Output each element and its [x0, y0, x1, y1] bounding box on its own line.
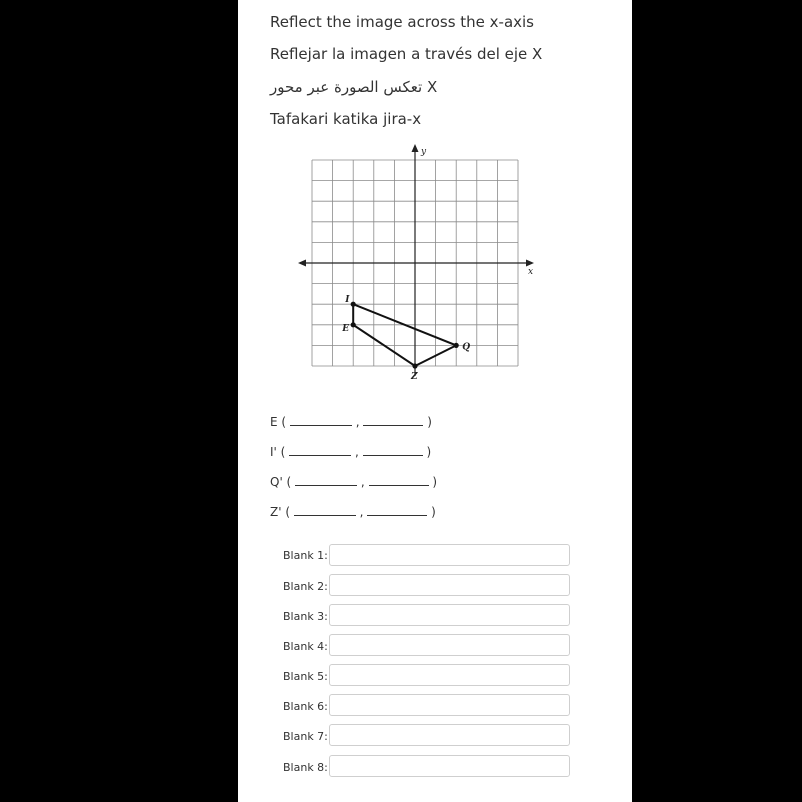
blank-1-label: Blank 1: [283, 549, 328, 562]
coord-close-e: ) [427, 415, 432, 429]
coord-label-e: E ( [270, 415, 287, 429]
blank-line-z-y [367, 506, 427, 516]
coord-label-i: I' ( [270, 445, 286, 459]
x-axis-arrow-left [298, 260, 306, 267]
blank-line-i-x [289, 446, 351, 456]
coord-sep-e: , [355, 415, 360, 429]
blank-3-input[interactable] [329, 604, 570, 626]
instruction-english: Reflect the image across the x-axis [270, 13, 535, 31]
blank-1-input[interactable] [329, 544, 570, 566]
blank-6-input[interactable] [329, 694, 570, 716]
coord-sep-i: , [355, 445, 359, 459]
blank-7-label: Blank 7: [283, 730, 328, 743]
coordinate-row-i [270, 445, 431, 459]
coord-close-i: ) [426, 445, 432, 459]
blank-8-label: Blank 8: [283, 761, 328, 774]
vertex-label-z: Z [411, 372, 418, 382]
blank-3-label: Blank 3: [283, 610, 328, 623]
coordinate-grid [296, 144, 541, 384]
vertex-label-e: E [342, 323, 350, 334]
blank-5-label: Blank 5: [283, 670, 328, 683]
blank-line-i-y [363, 446, 423, 456]
blank-2-label: Blank 2: [283, 580, 328, 593]
blank-line-e-y [363, 416, 423, 426]
blank-line-q-y [369, 476, 429, 486]
axes [298, 144, 534, 376]
instruction-spanish: Reflejar la imagen a través del eje X [270, 45, 543, 63]
coord-close-q: ) [432, 475, 438, 489]
quadrilateral-ieqz [353, 304, 456, 366]
coordinate-row-z [270, 505, 436, 519]
y-axis-label: y [421, 147, 427, 157]
blank-5-input[interactable] [329, 664, 570, 686]
instruction-swahili: Tafakari katika jira-x [270, 110, 422, 128]
blank-7-input[interactable] [329, 724, 570, 746]
vertex-i [351, 302, 356, 307]
y-axis-arrow-up [412, 144, 419, 152]
instruction-arabic: تعكس الصورة عبر محور X [270, 78, 438, 96]
coord-label-z: Z' ( [270, 505, 291, 519]
blank-line-z-x [294, 506, 356, 516]
coord-label-q: Q' ( [270, 475, 292, 489]
blank-4-input[interactable] [329, 634, 570, 656]
vertex-points [341, 295, 470, 382]
blank-line-q-x [295, 476, 357, 486]
coord-sep-z: , [359, 505, 364, 519]
coordinate-row-e [270, 415, 432, 429]
coord-sep-q: , [360, 475, 365, 489]
blank-8-input[interactable] [329, 755, 570, 777]
vertex-q [454, 343, 459, 348]
vertex-e [351, 322, 356, 327]
coordinate-row-q [270, 475, 437, 489]
blank-6-label: Blank 6: [283, 700, 328, 713]
blank-line-e-x [290, 416, 352, 426]
vertex-label-q: Q [462, 342, 471, 353]
blank-4-label: Blank 4: [283, 640, 328, 653]
x-axis-arrow-right [526, 260, 534, 267]
blank-2-input[interactable] [329, 574, 570, 596]
vertex-label-i: I [345, 295, 350, 306]
x-axis-label: x [528, 267, 534, 277]
vertex-z [412, 363, 417, 368]
coord-close-z: ) [431, 505, 436, 519]
